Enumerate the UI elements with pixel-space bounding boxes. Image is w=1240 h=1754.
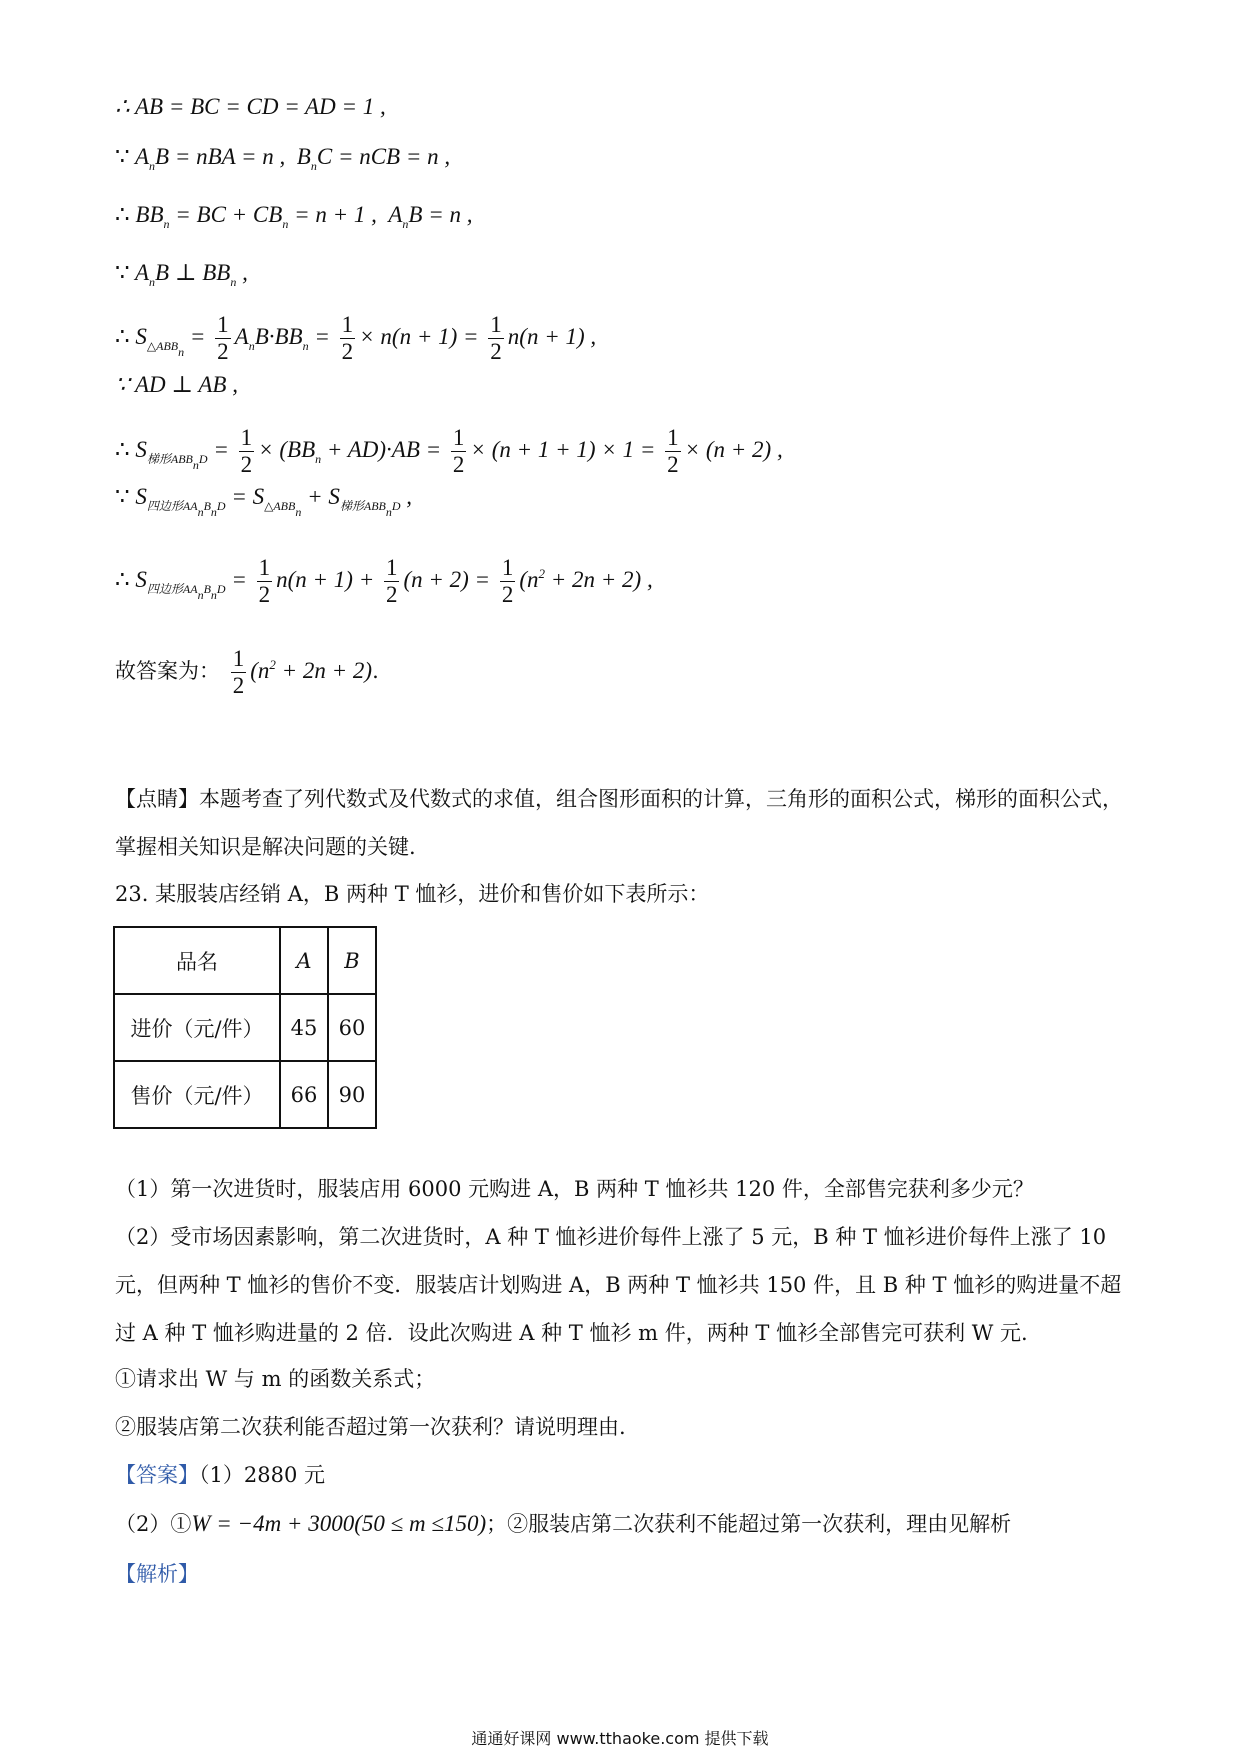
step-9: ∴ $S_{四边形AA_nB_nD}$ = $\frac{1}{2}$ n(n + 1) + $\frac{1}{2}$ (n + 2) = $\frac{1}{2}$ $(n^2 + 2n + 2)$ , [115, 555, 653, 607]
comment-text: 本题考查了列代数式及代数式的求值，组合图形面积的计算，三角形的面积公式，梯形的面积公式，掌握相关知识是解决问题的关键. [115, 787, 1123, 859]
answer-part-2-prefix: （2）① [115, 1512, 192, 1536]
step-8: ∵ $S_{四边形AA_nB_nD} = S_{\triangle ABB_n} + S_{梯形ABB_nD}$ , [115, 484, 413, 519]
table-header-row [114, 927, 376, 994]
answer-formula: W = −4m + 3000(50 ≤ m ≤150) [191, 1511, 487, 1536]
therefore-symbol: ∴ [115, 202, 130, 227]
table-cell: 60 [328, 994, 376, 1061]
table-cell: 66 [280, 1061, 328, 1128]
comment-tag: 【点睛】 [115, 787, 199, 811]
step-1: ∴ AB = BC = CD = AD = 1 , [115, 94, 386, 119]
final-answer: 故答案为： $\frac{1}{2}$ $(n^2 + 2n + 2)$. [115, 646, 379, 698]
answer-part-2-suffix: ；②服装店第二次获利不能超过第一次获利，理由见解析 [486, 1512, 1012, 1536]
therefore-symbol: ∴ [115, 323, 130, 349]
question-stem [115, 870, 1125, 918]
answer-suffix: . [372, 658, 379, 683]
table-header: 品名 [114, 927, 280, 994]
analysis-tag: 【解析】 [115, 1562, 199, 1586]
therefore-symbol: ∴ [115, 566, 130, 592]
table-cell: 售价（元/件） [114, 1061, 280, 1128]
step-6: ∵ AD ⊥ AB , [115, 372, 238, 397]
answer-part-1: （1）2880 元 [199, 1463, 325, 1487]
step-5: ∴ $S_{\triangle ABB_n}$ = $\frac{1}{2}$ $A_nB\cdot BB_n$ = $\frac{1}{2}$ × n(n + 1) = $\frac{1}{2}$ n(n + 1) , [115, 312, 597, 364]
table-row [114, 1061, 376, 1128]
answer-prefix: 故答案为： [115, 658, 220, 683]
table-row [114, 994, 376, 1061]
table-header: B [328, 927, 376, 994]
answer-part-2 [115, 1500, 1125, 1548]
question-sub-1: ①请求出 W 与 m 的函数关系式； [115, 1367, 436, 1391]
because-symbol: ∵ [115, 144, 130, 169]
question-part-2: （2）受市场因素影响，第二次进货时，A 种 T 恤衫进价每件上涨了 5 元，B 种 T 恤衫进价每件上涨了 10 元，但两种 T 恤衫的售价不变．服装店计划购进 A，B 两种 T 恤衫共 150 件，且 B 种 T 恤衫的购进量不超过 A 种 T 恤衫购进量的 2 倍．设此次购进 A 种 T 恤衫 m 件，两种 T 恤衫全部售完可获利 W 元. [115, 1225, 1122, 1345]
table-cell: 45 [280, 994, 328, 1061]
question-sub-2: ②服装店第二次获利能否超过第一次获利？请说明理由. [115, 1415, 626, 1439]
question-number: 23. [115, 882, 149, 906]
table-header: A [280, 927, 328, 994]
price-table [113, 926, 377, 1129]
therefore-symbol: ∴ [115, 436, 130, 462]
question-stem-text: 某服装店经销 A，B 两种 T 恤衫，进价和售价如下表所示： [155, 882, 710, 906]
question-part-1: （1）第一次进货时，服装店用 6000 元购进 A，B 两种 T 恤衫共 120 件，全部售完获利多少元？ [115, 1177, 1034, 1201]
step-2: ∵ $A_nB$ = nBA = n , $B_nC$ = nCB = n , [115, 144, 451, 173]
comment-paragraph [115, 775, 1125, 871]
step-7: ∴ $S_{梯形ABB_nD}$ = $\frac{1}{2}$ × $(BB_n + AD)\cdot AB$ = $\frac{1}{2}$ × (n + 1 + 1) × 1 = $\frac{1}{2}$ × (n + 2) , [115, 425, 783, 477]
answer-paragraph [115, 1451, 1125, 1499]
page-footer: 通通好课网 www.tthaoke.com 提供下载 [471, 1729, 769, 1748]
because-symbol: ∵ [115, 260, 130, 285]
step-4: ∵ $A_nB$ ⊥ $BB_n$ , [115, 260, 248, 289]
because-symbol: ∵ [115, 484, 130, 509]
answer-tag: 【答案】 [115, 1463, 199, 1487]
table-cell: 进价（元/件） [114, 994, 280, 1061]
table-cell: 90 [328, 1061, 376, 1128]
step-3: ∴ $BB_n$ = BC + $CB_n = n + 1$ , $A_nB = n$ , [115, 202, 473, 231]
